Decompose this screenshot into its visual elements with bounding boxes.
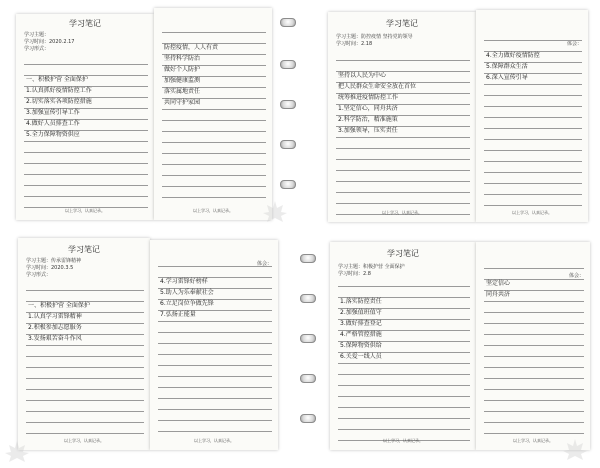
page-left xyxy=(328,12,476,222)
meta-line: 学习时间：2.18 xyxy=(336,41,373,47)
binder-ring xyxy=(300,374,316,383)
page-footer: 以上学习，认真记录。 xyxy=(512,210,552,215)
binder-ring xyxy=(280,100,296,109)
handwriting-block xyxy=(486,278,582,300)
handwriting-block xyxy=(26,74,146,140)
handwritten-line: 把人民群众生命安全放在首位 xyxy=(338,83,417,90)
spread-top-left xyxy=(0,0,300,234)
meta-line: 学习时间：2020.3.5 xyxy=(26,265,74,271)
side-label: 体会： xyxy=(256,261,272,267)
handwritten-line: 坚持以人民为中心 xyxy=(338,72,387,79)
handwritten-line: 2.积极参加志愿服务 xyxy=(28,324,82,331)
page-right xyxy=(150,240,278,450)
handwritten-line: 1.认真学习雷锋精神 xyxy=(28,313,82,320)
meta-line: 学习主题：防控疫情 坚持党的领导 xyxy=(336,34,413,40)
spread-bottom-right xyxy=(300,234,600,468)
handwritten-line: 加强健康监测 xyxy=(164,77,201,84)
page-title: 学习笔记 xyxy=(69,19,101,28)
binder-ring xyxy=(280,180,296,189)
handwritten-line: 统筹推进疫情防控工作 xyxy=(338,94,399,101)
page-title: 学习笔记 xyxy=(387,249,419,258)
handwritten-line: 防控疫情，人人有责 xyxy=(164,44,219,51)
handwriting-block xyxy=(160,276,270,320)
handwritten-line: 4.做好人员排查工作 xyxy=(26,120,80,127)
handwritten-line: 1.落实防控责任 xyxy=(340,298,382,305)
handwritten-line: 共同守护家园 xyxy=(164,99,201,106)
page-footer: 以上学习，认真记录。 xyxy=(513,438,553,443)
page-right xyxy=(154,8,272,220)
handwritten-line: 5.保障物资供给 xyxy=(340,342,382,349)
handwritten-line: 1.认真抓好疫情防控工作 xyxy=(26,87,92,94)
meta-line: 学习时间：2020.2.17 xyxy=(24,39,75,45)
meta-line: 学习形式： xyxy=(26,272,52,278)
meta-line: 学习形式： xyxy=(24,46,50,52)
handwritten-line: 5.保障群众生活 xyxy=(486,63,528,70)
handwritten-line: 6.关爱一线人员 xyxy=(340,353,382,360)
handwritten-line: 2.加强值班值守 xyxy=(340,309,382,316)
handwritten-line: 做好个人防护 xyxy=(164,66,201,73)
handwritten-line: 3.发扬艰苦奋斗作风 xyxy=(28,335,82,342)
handwritten-line: 3.加强领导，压实责任 xyxy=(338,127,398,134)
page-footer: 以上学习，认真记录。 xyxy=(64,438,104,443)
page-footer: 以上学习，认真记录。 xyxy=(65,208,105,213)
handwritten-line: 3.加强宣传引导工作 xyxy=(26,109,80,116)
handwritten-line: 5.助人为乐奉献社会 xyxy=(160,289,214,296)
maple-leaf-icon xyxy=(4,440,30,466)
handwritten-line: 2.科学防治，精准施策 xyxy=(338,116,398,123)
page-left xyxy=(330,242,476,450)
spread-bottom-left xyxy=(0,234,300,468)
page-title: 学习笔记 xyxy=(68,245,100,254)
handwritten-line: 坚持科学防治 xyxy=(164,55,201,62)
maple-leaf-icon xyxy=(562,438,588,464)
handwritten-line: 7.弘扬正能量 xyxy=(160,311,196,318)
handwritten-line: 坚定信心 xyxy=(486,280,511,287)
handwritten-line: 5.全力保障物资供应 xyxy=(26,131,80,138)
handwritten-line: 一、积极护营 全面保护 xyxy=(26,76,88,83)
handwritten-line: 一、积极护营 全面保护 xyxy=(28,302,90,309)
maple-leaf-icon xyxy=(262,200,288,226)
meta-line: 学习主题：积极护营 全面保护 xyxy=(338,264,405,270)
handwritten-line: 落实属地责任 xyxy=(164,88,201,95)
handwritten-line: 4.学习雷锋好榜样 xyxy=(160,278,208,285)
page-footer: 以上学习，认真记录。 xyxy=(194,438,234,443)
handwritten-line: 6.深入宣传引导 xyxy=(486,74,528,81)
page-footer: 以上学习，认真记录。 xyxy=(383,438,423,443)
page-left xyxy=(16,14,154,220)
side-label: 体会： xyxy=(568,273,584,279)
meta-block xyxy=(24,32,74,53)
binder-ring xyxy=(280,140,296,149)
handwriting-block xyxy=(486,50,580,83)
page-right xyxy=(476,242,590,450)
page-right xyxy=(476,10,588,222)
handwritten-line: 4.全力做好疫情防控 xyxy=(486,52,540,59)
binder-ring xyxy=(280,60,296,69)
meta-block xyxy=(338,264,405,278)
handwritten-line: 3.做好排查登记 xyxy=(340,320,382,327)
binder-ring xyxy=(300,294,316,303)
page-title: 学习笔记 xyxy=(386,19,418,28)
meta-line: 学习时间：2.8 xyxy=(338,271,371,277)
meta-line: 学习主题： xyxy=(24,32,50,38)
handwriting-block xyxy=(338,70,468,136)
handwritten-line: 6.立足岗位争做先锋 xyxy=(160,300,214,307)
handwritten-line: 同舟共济 xyxy=(486,291,511,298)
page-footer: 以上学习，认真记录。 xyxy=(193,208,233,213)
binder-ring xyxy=(300,254,316,263)
meta-block xyxy=(336,34,413,48)
handwriting-block xyxy=(28,300,142,344)
binder-ring xyxy=(280,18,296,27)
handwritten-line: 4.严格管控措施 xyxy=(340,331,382,338)
spread-top-right xyxy=(300,0,600,234)
handwriting-block xyxy=(340,296,468,362)
handwriting-block xyxy=(164,42,264,108)
binder-ring xyxy=(300,414,316,423)
meta-line: 学习主题：传承雷锋精神 xyxy=(26,258,82,264)
handwritten-line: 2.切实落实各项防控措施 xyxy=(26,98,92,105)
page-footer: 以上学习，认真记录。 xyxy=(382,210,422,215)
binder-ring xyxy=(300,334,316,343)
page-left xyxy=(18,238,150,450)
side-label: 体会： xyxy=(566,41,582,47)
handwritten-line: 1.坚定信心，同舟共济 xyxy=(338,105,398,112)
meta-block xyxy=(26,258,81,279)
